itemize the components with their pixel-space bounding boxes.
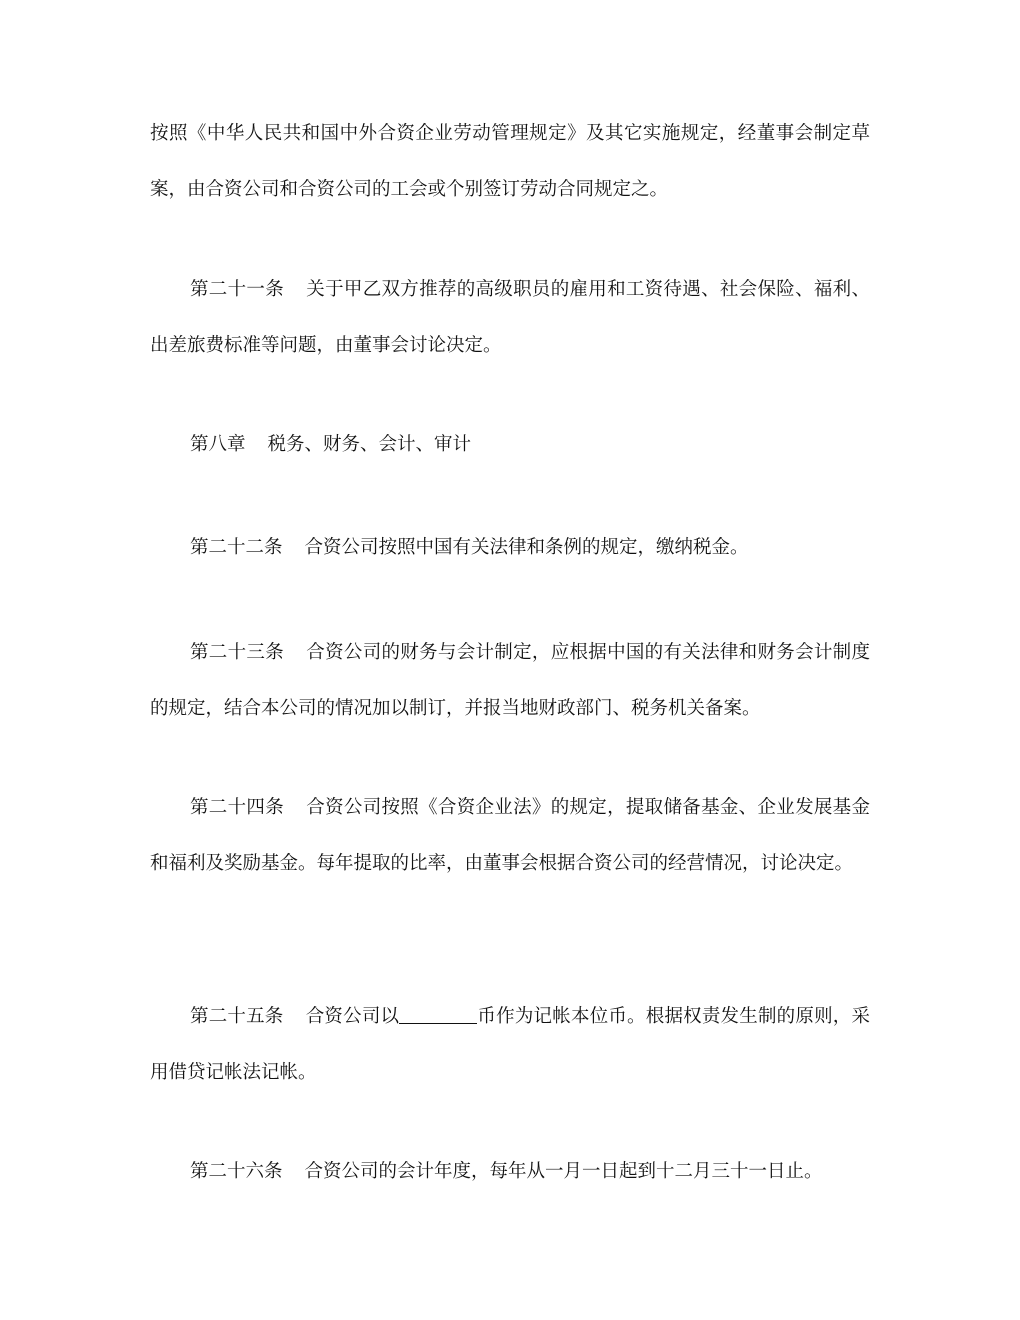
article-label: 第二十三条 [190, 642, 284, 663]
article-text: 关于甲乙双方推荐的高级职员的雇用和工资待遇、社会保险、福利、出差旅费标准等问题，由董事会讨论决定。 [150, 279, 870, 356]
article-text: 合资公司按照《合资企业法》的规定，提取储备基金、企业发展基金和福利及奖励基金。每年提取的比率，由董事会根据合资公司的经营情况，讨论决定。 [150, 797, 870, 874]
article-23 [150, 625, 870, 737]
article-text-before: 合资公司以 [305, 1006, 400, 1027]
article-text-after: 币作为记帐本位币。根据权责发生制的原则，采用借贷记帐法记帐。 [150, 1006, 870, 1083]
article-25 [150, 989, 870, 1101]
chapter-title: 税务、财务、会计、审计 [267, 434, 472, 455]
article-text: 合资公司的会计年度，每年从一月一日起到十二月三十一日止。 [304, 1161, 823, 1182]
article-label: 第二十五条 [190, 1006, 284, 1027]
paragraph-labor-management [150, 106, 870, 218]
article-21 [150, 262, 870, 374]
article-label: 第二十六条 [190, 1161, 283, 1182]
article-text: 合资公司的财务与会计制定，应根据中国的有关法律和财务会计制度的规定，结合本公司的情况加以制订，并报当地财政部门、税务机关备案。 [150, 642, 870, 719]
article-24 [150, 780, 870, 892]
chapter-label: 第八章 [190, 434, 246, 455]
paragraph-text: 按照《中华人民共和国中外合资企业劳动管理规定》及其它实施规定，经董事会制定草案，由合资公司和合资公司的工会或个别签订劳动合同规定之。 [150, 123, 870, 200]
article-22 [150, 520, 870, 576]
article-26 [150, 1144, 870, 1200]
article-label: 第二十二条 [190, 537, 283, 558]
currency-blank-line [399, 1005, 477, 1024]
chapter-8-heading [150, 417, 870, 473]
article-label: 第二十四条 [190, 797, 284, 818]
article-text: 合资公司按照中国有关法律和条例的规定，缴纳税金。 [304, 537, 749, 558]
article-label: 第二十一条 [190, 279, 284, 300]
